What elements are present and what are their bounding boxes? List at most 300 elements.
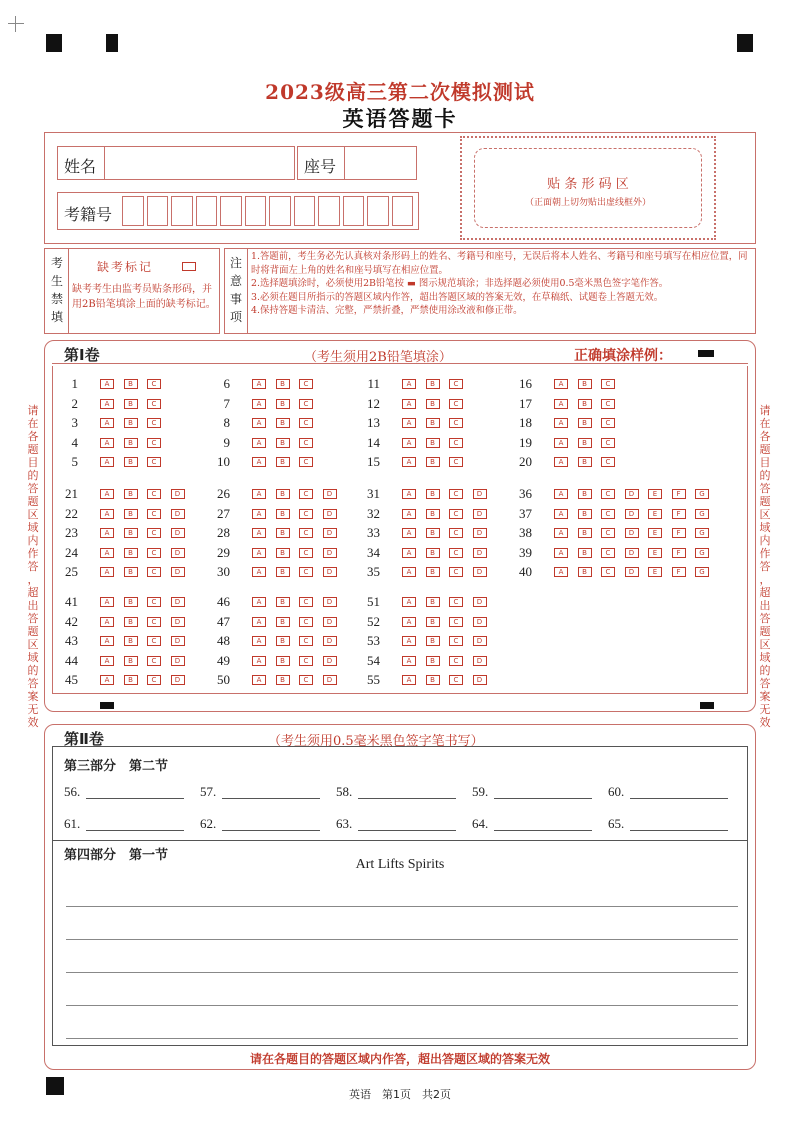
answer-bubble[interactable]: A	[402, 438, 416, 448]
answer-bubble[interactable]: D	[171, 597, 185, 607]
answer-bubble[interactable]: C	[601, 567, 615, 577]
note-item: 3.必须在题目所指示的答题区域内作答，超出答题区域的答案无效，在草稿纸、试题卷上答题无效。	[251, 291, 664, 303]
question-number: 55	[367, 672, 380, 688]
answer-bubble[interactable]: B	[426, 509, 440, 519]
answer-bubble[interactable]: C	[449, 675, 463, 685]
answer-bubble[interactable]: D	[171, 656, 185, 666]
answer-bubble[interactable]: B	[276, 528, 290, 538]
answer-bubble[interactable]: D	[171, 509, 185, 519]
fill-blank-line[interactable]	[358, 830, 456, 831]
answer-bubble[interactable]: C	[299, 509, 313, 519]
answer-bubble[interactable]: D	[473, 567, 487, 577]
answer-bubble[interactable]: C	[449, 528, 463, 538]
answer-bubble[interactable]: B	[276, 399, 290, 409]
answer-bubble[interactable]: C	[147, 675, 161, 685]
answer-bubble[interactable]: D	[323, 656, 337, 666]
notes-list	[251, 250, 753, 318]
answer-bubble[interactable]: C	[449, 418, 463, 428]
answer-bubble[interactable]: C	[147, 489, 161, 499]
answer-bubble[interactable]: E	[648, 567, 662, 577]
answer-bubble[interactable]: B	[578, 379, 592, 389]
answer-bubble[interactable]: C	[449, 617, 463, 627]
id-digit-cell[interactable]	[294, 196, 316, 226]
answer-bubble[interactable]: F	[672, 548, 686, 558]
question-number: 38	[519, 525, 532, 541]
question-number: 16	[519, 376, 532, 391]
writing-line[interactable]	[66, 939, 738, 940]
answer-bubble[interactable]: C	[299, 656, 313, 666]
answer-bubble[interactable]: A	[402, 617, 416, 627]
answer-bubble[interactable]: C	[601, 548, 615, 558]
answer-bubble[interactable]: D	[323, 489, 337, 499]
answer-bubble[interactable]: D	[473, 489, 487, 499]
answer-bubble[interactable]: A	[402, 457, 416, 467]
answer-bubble[interactable]: G	[695, 528, 709, 538]
answer-bubble[interactable]: C	[449, 457, 463, 467]
answer-bubble[interactable]: B	[124, 457, 138, 467]
fill-number: 59.	[472, 784, 489, 799]
side-char: 生	[50, 274, 63, 288]
answer-bubble[interactable]: G	[695, 489, 709, 499]
answer-bubble[interactable]: C	[449, 379, 463, 389]
answer-bubble[interactable]: C	[147, 636, 161, 646]
answer-bubble[interactable]: B	[124, 675, 138, 685]
answer-bubble[interactable]: B	[276, 636, 290, 646]
writing-line[interactable]	[66, 1038, 738, 1039]
question-number: 7	[223, 395, 230, 411]
answer-bubble[interactable]: A	[252, 379, 266, 389]
answer-bubble[interactable]: C	[299, 379, 313, 389]
id-digit-cell[interactable]	[343, 196, 365, 226]
answer-bubble[interactable]: C	[147, 399, 161, 409]
answer-bubble[interactable]: D	[323, 617, 337, 627]
answer-bubble[interactable]: A	[100, 457, 114, 467]
writing-line[interactable]	[66, 906, 738, 907]
answer-bubble[interactable]: D	[625, 509, 639, 519]
question-number: 36	[519, 486, 532, 501]
answer-bubble[interactable]: C	[147, 548, 161, 558]
answer-bubble[interactable]: A	[100, 636, 114, 646]
answer-bubble[interactable]: A	[402, 418, 416, 428]
answer-bubble[interactable]: D	[625, 489, 639, 499]
answer-bubble[interactable]: B	[426, 636, 440, 646]
question-number: 44	[65, 652, 78, 668]
absent-title: 缺考标记	[97, 260, 154, 274]
question-number: 39	[519, 544, 532, 560]
writing-line[interactable]	[66, 972, 738, 973]
answer-bubble[interactable]: B	[426, 548, 440, 558]
answer-bubble[interactable]: C	[147, 597, 161, 607]
fill-blank-line[interactable]	[358, 798, 456, 799]
answer-bubble[interactable]: C	[299, 457, 313, 467]
answer-bubble[interactable]: C	[147, 567, 161, 577]
answer-bubble[interactable]: B	[578, 489, 592, 499]
answer-bubble[interactable]: A	[402, 656, 416, 666]
answer-bubble[interactable]: B	[124, 567, 138, 577]
answer-bubble[interactable]: D	[625, 567, 639, 577]
fill-blank-line[interactable]	[222, 830, 320, 831]
answer-bubble[interactable]: F	[672, 567, 686, 577]
answer-bubble[interactable]: C	[449, 438, 463, 448]
answer-bubble[interactable]: A	[554, 399, 568, 409]
answer-bubble[interactable]: D	[171, 489, 185, 499]
answer-bubble[interactable]: A	[252, 438, 266, 448]
answer-bubble[interactable]: B	[426, 675, 440, 685]
answer-bubble[interactable]: B	[124, 418, 138, 428]
answer-bubble[interactable]: B	[276, 438, 290, 448]
answer-bubble[interactable]: A	[554, 379, 568, 389]
position-marker-top-right	[737, 34, 753, 52]
answer-bubble[interactable]: B	[578, 399, 592, 409]
id-digit-cell[interactable]	[147, 196, 169, 226]
answer-bubble[interactable]: C	[601, 418, 615, 428]
fill-number: 65.	[608, 816, 625, 831]
answer-bubble[interactable]: B	[276, 656, 290, 666]
fill-blank-line[interactable]	[86, 830, 184, 831]
answer-bubble[interactable]: A	[100, 656, 114, 666]
question-number: 45	[65, 672, 78, 688]
answer-bubble[interactable]: A	[100, 399, 114, 409]
barcode-inner	[474, 148, 702, 228]
answer-bubble[interactable]: A	[252, 617, 266, 627]
question-number: 14	[367, 434, 380, 450]
answer-bubble[interactable]: B	[276, 548, 290, 558]
answer-bubble[interactable]: C	[449, 489, 463, 499]
answer-bubble[interactable]: C	[299, 418, 313, 428]
side-char: 注	[229, 256, 242, 270]
answer-bubble[interactable]: A	[100, 379, 114, 389]
answer-bubble[interactable]: B	[426, 379, 440, 389]
question-number: 19	[519, 434, 532, 450]
answer-bubble[interactable]: A	[252, 399, 266, 409]
absent-mark-box[interactable]	[182, 262, 196, 271]
answer-bubble[interactable]: A	[252, 548, 266, 558]
barcode-title: 贴 条 形 码 区	[547, 177, 629, 192]
answer-bubble[interactable]: B	[276, 509, 290, 519]
fill-blank-line[interactable]	[494, 798, 592, 799]
answer-bubble[interactable]: A	[100, 617, 114, 627]
fill-blank-line[interactable]	[222, 798, 320, 799]
answer-bubble[interactable]: A	[252, 567, 266, 577]
answer-bubble[interactable]: B	[426, 399, 440, 409]
answer-bubble[interactable]: A	[402, 379, 416, 389]
answer-bubble[interactable]: B	[276, 457, 290, 467]
answer-bubble[interactable]: A	[252, 656, 266, 666]
answer-bubble[interactable]: A	[554, 567, 568, 577]
answer-bubble[interactable]: B	[426, 567, 440, 577]
id-digit-cell[interactable]	[171, 196, 193, 226]
answer-bubble[interactable]: C	[449, 567, 463, 577]
answer-bubble[interactable]: G	[695, 509, 709, 519]
answer-bubble[interactable]: B	[124, 489, 138, 499]
answer-bubble[interactable]: B	[578, 438, 592, 448]
answer-bubble[interactable]: C	[147, 438, 161, 448]
answer-bubble[interactable]: B	[578, 528, 592, 538]
answer-bubble[interactable]: D	[323, 567, 337, 577]
answer-bubble[interactable]: C	[449, 399, 463, 409]
fill-number: 60.	[608, 784, 625, 799]
answer-bubble[interactable]: C	[299, 399, 313, 409]
answer-bubble[interactable]: D	[323, 548, 337, 558]
answer-bubble[interactable]: A	[402, 675, 416, 685]
answer-bubble[interactable]: A	[402, 528, 416, 538]
question-number: 31	[367, 486, 380, 501]
question-number: 12	[367, 395, 380, 411]
answer-bubble[interactable]: C	[601, 489, 615, 499]
answer-bubble[interactable]: C	[449, 548, 463, 558]
answer-bubble[interactable]: B	[426, 528, 440, 538]
answer-bubble[interactable]: C	[147, 617, 161, 627]
answer-bubble[interactable]: G	[695, 567, 709, 577]
side-char: 填	[50, 310, 63, 324]
answer-bubble[interactable]: B	[426, 438, 440, 448]
answer-bubble[interactable]: B	[124, 528, 138, 538]
id-digit-cell[interactable]	[269, 196, 291, 226]
answer-bubble[interactable]: B	[578, 457, 592, 467]
answer-bubble[interactable]: D	[171, 636, 185, 646]
answer-bubble[interactable]: D	[171, 617, 185, 627]
id-field[interactable]	[57, 192, 419, 230]
answer-bubble[interactable]: B	[578, 509, 592, 519]
answer-bubble[interactable]: D	[473, 675, 487, 685]
answer-bubble[interactable]: B	[124, 617, 138, 627]
answer-bubble[interactable]: B	[124, 597, 138, 607]
answer-bubble[interactable]: B	[124, 636, 138, 646]
answer-bubble[interactable]: C	[299, 438, 313, 448]
question-number: 13	[367, 415, 380, 431]
answer-bubble[interactable]: A	[100, 528, 114, 538]
id-digit-cell[interactable]	[318, 196, 340, 226]
answer-bubble[interactable]: A	[100, 597, 114, 607]
answer-bubble[interactable]: A	[554, 528, 568, 538]
absent-side-label	[48, 254, 66, 326]
answer-bubble[interactable]: C	[147, 418, 161, 428]
answer-bubble[interactable]: F	[672, 528, 686, 538]
answer-bubble[interactable]: A	[402, 399, 416, 409]
answer-bubble[interactable]: D	[171, 528, 185, 538]
side-char: 项	[229, 310, 242, 324]
answer-bubble[interactable]: D	[473, 528, 487, 538]
sample-mark	[698, 350, 714, 357]
question-number: 18	[519, 415, 532, 431]
answer-bubble[interactable]: B	[426, 457, 440, 467]
seat-field[interactable]	[297, 146, 417, 180]
answer-bubble[interactable]: D	[323, 509, 337, 519]
fill-blank-line[interactable]	[86, 798, 184, 799]
fill-blank-line[interactable]	[630, 798, 728, 799]
answer-bubble[interactable]: C	[601, 379, 615, 389]
id-digit-cell[interactable]	[196, 196, 218, 226]
answer-bubble[interactable]: A	[554, 509, 568, 519]
answer-bubble[interactable]: E	[648, 489, 662, 499]
answer-bubble[interactable]: B	[124, 399, 138, 409]
answer-bubble[interactable]: B	[276, 418, 290, 428]
fill-number: 63.	[336, 816, 353, 831]
section4-title: 第四部分 第一节	[64, 848, 169, 863]
question-number: 47	[217, 613, 230, 629]
answer-bubble[interactable]: B	[276, 489, 290, 499]
answer-bubble[interactable]: B	[124, 548, 138, 558]
answer-bubble[interactable]: C	[299, 597, 313, 607]
question-number: 42	[65, 613, 78, 629]
answer-bubble[interactable]: C	[299, 567, 313, 577]
answer-bubble[interactable]: B	[124, 509, 138, 519]
answer-bubble[interactable]: A	[100, 489, 114, 499]
answer-bubble[interactable]: D	[473, 636, 487, 646]
answer-bubble[interactable]: B	[276, 567, 290, 577]
answer-bubble[interactable]: A	[252, 675, 266, 685]
id-digit-cell[interactable]	[122, 196, 144, 226]
answer-bubble[interactable]: B	[426, 418, 440, 428]
fill-number: 56.	[64, 784, 81, 799]
answer-bubble[interactable]: C	[147, 457, 161, 467]
answer-bubble[interactable]: F	[672, 489, 686, 499]
notes-side-label	[227, 254, 245, 326]
answer-bubble[interactable]: C	[449, 597, 463, 607]
name-label: 姓名	[64, 157, 97, 176]
answer-bubble[interactable]: A	[402, 489, 416, 499]
answer-bubble[interactable]: A	[252, 418, 266, 428]
answer-bubble[interactable]: E	[648, 548, 662, 558]
answer-bubble[interactable]: C	[449, 509, 463, 519]
question-number: 24	[65, 544, 78, 560]
part1-instruction: （考生须用2B铅笔填涂）	[304, 350, 452, 365]
position-marker-top-left	[46, 34, 62, 52]
answer-bubble[interactable]: C	[449, 636, 463, 646]
answer-bubble[interactable]: B	[276, 617, 290, 627]
answer-bubble[interactable]: C	[601, 509, 615, 519]
answer-bubble[interactable]: B	[426, 489, 440, 499]
answer-bubble[interactable]: D	[625, 528, 639, 538]
answer-bubble[interactable]: A	[252, 597, 266, 607]
answer-bubble[interactable]: B	[276, 675, 290, 685]
answer-bubble[interactable]: A	[554, 418, 568, 428]
question-number: 10	[217, 454, 230, 470]
answer-bubble[interactable]: A	[100, 567, 114, 577]
answer-bubble[interactable]: A	[100, 675, 114, 685]
fill-blank-line[interactable]	[494, 830, 592, 831]
answer-bubble[interactable]: A	[402, 548, 416, 558]
answer-bubble[interactable]: B	[578, 548, 592, 558]
answer-bubble[interactable]: C	[601, 457, 615, 467]
answer-bubble[interactable]: C	[299, 675, 313, 685]
answer-bubble[interactable]: B	[426, 656, 440, 666]
answer-bubble[interactable]: C	[601, 528, 615, 538]
answer-bubble[interactable]: A	[252, 489, 266, 499]
answer-bubble[interactable]: A	[402, 636, 416, 646]
absent-text: 缺考考生由监考员贴条形码，并用2B铅笔填涂上面的缺考标记。	[72, 284, 216, 310]
answer-bubble[interactable]: C	[147, 379, 161, 389]
answer-bubble[interactable]: A	[100, 418, 114, 428]
answer-bubble[interactable]: A	[402, 597, 416, 607]
answer-bubble[interactable]: D	[171, 567, 185, 577]
answer-bubble[interactable]: C	[299, 528, 313, 538]
section3-title: 第三部分 第二节	[64, 759, 169, 774]
question-number: 1	[71, 376, 78, 391]
answer-bubble[interactable]: D	[473, 617, 487, 627]
answer-bubble[interactable]: E	[648, 528, 662, 538]
answer-bubble[interactable]: A	[554, 489, 568, 499]
side-char: 禁	[50, 292, 63, 306]
answer-bubble[interactable]: G	[695, 548, 709, 558]
answer-bubble[interactable]: B	[426, 617, 440, 627]
answer-bubble[interactable]: A	[100, 548, 114, 558]
question-number: 50	[217, 672, 230, 688]
fill-number: 62.	[200, 816, 217, 831]
answer-bubble[interactable]: D	[323, 597, 337, 607]
answer-bubble[interactable]: C	[601, 399, 615, 409]
question-number: 52	[367, 613, 380, 629]
answer-bubble[interactable]: B	[124, 438, 138, 448]
answer-bubble[interactable]: C	[601, 438, 615, 448]
id-digit-cell[interactable]	[367, 196, 389, 226]
answer-bubble[interactable]: C	[147, 656, 161, 666]
answer-bubble[interactable]: D	[171, 675, 185, 685]
answer-bubble[interactable]: A	[554, 548, 568, 558]
answer-bubble[interactable]: D	[323, 636, 337, 646]
answer-bubble[interactable]: C	[147, 528, 161, 538]
answer-bubble[interactable]: C	[299, 617, 313, 627]
answer-bubble[interactable]: C	[299, 636, 313, 646]
answer-bubble[interactable]: A	[252, 528, 266, 538]
answer-bubble[interactable]: C	[299, 489, 313, 499]
answer-bubble[interactable]: C	[299, 548, 313, 558]
answer-bubble[interactable]: A	[252, 636, 266, 646]
question-number: 17	[519, 395, 532, 411]
answer-bubble[interactable]: D	[323, 528, 337, 538]
answer-bubble[interactable]: B	[276, 597, 290, 607]
fill-number: 61.	[64, 816, 81, 831]
answer-bubble[interactable]: A	[554, 457, 568, 467]
answer-bubble[interactable]: B	[426, 597, 440, 607]
question-number: 27	[217, 505, 230, 521]
answer-bubble[interactable]: C	[147, 509, 161, 519]
side-char: 考	[50, 256, 63, 270]
answer-bubble[interactable]: B	[276, 379, 290, 389]
seat-label: 座号	[304, 157, 337, 176]
answer-bubble[interactable]: A	[100, 438, 114, 448]
answer-bubble[interactable]: A	[402, 509, 416, 519]
answer-bubble[interactable]: D	[323, 675, 337, 685]
answer-bubble[interactable]: A	[252, 457, 266, 467]
answer-bubble[interactable]: B	[578, 418, 592, 428]
question-number: 3	[71, 415, 78, 431]
answer-bubble[interactable]: D	[171, 548, 185, 558]
id-digit-cell[interactable]	[220, 196, 242, 226]
name-field[interactable]	[57, 146, 295, 180]
answer-bubble[interactable]: D	[473, 656, 487, 666]
answer-bubble[interactable]: A	[554, 438, 568, 448]
answer-bubble[interactable]: D	[625, 548, 639, 558]
answer-bubble[interactable]: A	[402, 567, 416, 577]
id-digit-cell[interactable]	[245, 196, 267, 226]
answer-bubble[interactable]: D	[473, 548, 487, 558]
answer-bubble[interactable]: D	[473, 509, 487, 519]
answer-bubble[interactable]: B	[124, 379, 138, 389]
answer-bubble[interactable]: B	[578, 567, 592, 577]
answer-bubble[interactable]: B	[124, 656, 138, 666]
answer-bubble[interactable]: A	[252, 509, 266, 519]
answer-bubble[interactable]: C	[449, 656, 463, 666]
answer-bubble[interactable]: D	[473, 597, 487, 607]
writing-line[interactable]	[66, 1005, 738, 1006]
answer-bubble[interactable]: A	[100, 509, 114, 519]
answer-bubble[interactable]: F	[672, 509, 686, 519]
answer-bubble[interactable]: E	[648, 509, 662, 519]
id-digit-cell[interactable]	[392, 196, 414, 226]
fill-number: 57.	[200, 784, 217, 799]
fill-blank-line[interactable]	[630, 830, 728, 831]
